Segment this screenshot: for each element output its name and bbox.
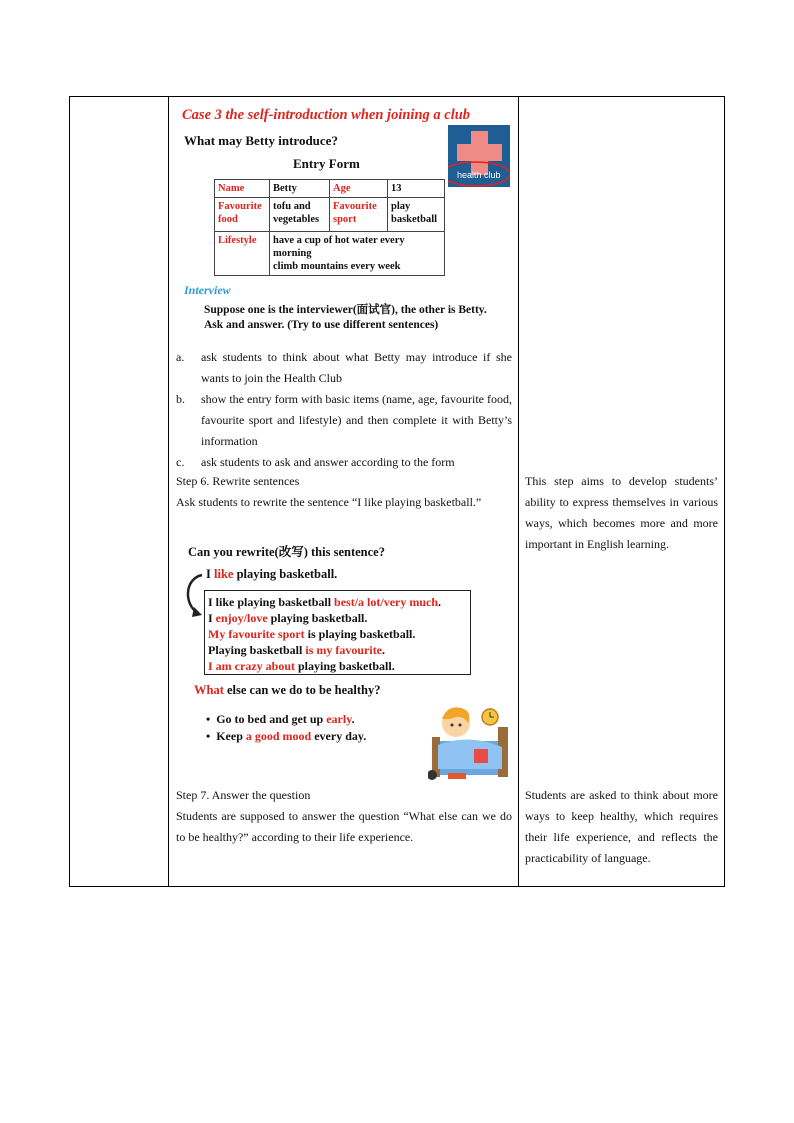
logo-text: health club bbox=[457, 170, 501, 180]
procedure-column bbox=[176, 97, 512, 886]
original-sentence: I like playing basketball. bbox=[206, 567, 338, 581]
column-divider-1 bbox=[168, 97, 169, 886]
lifestyle-label: Lifestyle bbox=[215, 232, 270, 276]
step6-text: Ask students to rewrite the sentence “I like playing basketball.” bbox=[176, 495, 482, 509]
rewrite-question: Can you rewrite(改写) this sentence? bbox=[188, 545, 385, 559]
case-question: What may Betty introduce? bbox=[184, 133, 338, 148]
rewrite-box bbox=[204, 590, 471, 675]
interview-instructions bbox=[204, 303, 514, 333]
healthy-question: What else can we do to be healthy? bbox=[194, 683, 381, 697]
lifestyle-line-2: climb mountains every week bbox=[273, 261, 401, 272]
health-cross-icon bbox=[448, 125, 510, 187]
step6-section bbox=[176, 471, 512, 513]
rewrite-line: Playing basketball is my favourite. bbox=[208, 643, 386, 657]
step7-section bbox=[176, 785, 512, 848]
lifestyle-line-1: have a cup of hot water every morning bbox=[273, 235, 405, 259]
age-label: Age bbox=[330, 180, 388, 198]
list-item: c. ask students to ask and answer according to the form bbox=[176, 455, 455, 469]
column-divider-2 bbox=[518, 97, 519, 886]
interview-label: Interview bbox=[184, 283, 231, 297]
name-value: Betty bbox=[270, 180, 330, 198]
step6-aim: This step aims to develop students’ ability to express themselves in various ways, which becomes more and more important in English learning. bbox=[525, 474, 718, 551]
step7-text: Students are supposed to answer the question “What else can we do to be healthy?” according to their life experience. bbox=[176, 809, 512, 844]
sleeping-child-illustration bbox=[428, 697, 510, 783]
activity-steps-list bbox=[176, 347, 512, 473]
interview-line-2: Ask and answer. (Try to use different sentences) bbox=[204, 319, 439, 331]
age-value: 13 bbox=[388, 180, 445, 198]
entry-form-title: Entry Form bbox=[293, 156, 360, 171]
food-label: Favourite food bbox=[215, 198, 270, 232]
step6-heading: Step 6. Rewrite sentences bbox=[176, 474, 300, 488]
list-item: • Keep a good mood every day. bbox=[206, 729, 367, 743]
entry-form-table bbox=[214, 179, 445, 276]
sport-value: play basketball bbox=[388, 198, 445, 232]
healthy-tips-list bbox=[206, 711, 366, 745]
rewrite-line: I enjoy/love playing basketball. bbox=[208, 611, 368, 625]
case-title: Case 3 the self-introduction when joining a club bbox=[182, 107, 471, 123]
rewrite-line: My favourite sport is playing basketball. bbox=[208, 627, 416, 641]
list-item: b. show the entry form with basic items (name, age, favourite food, favourite sport and lifestyle) and then complete it with Betty’s information bbox=[176, 392, 512, 448]
lifestyle-value bbox=[270, 232, 445, 276]
name-label: Name bbox=[215, 180, 270, 198]
interview-line-1: Suppose one is the interviewer(面试官), the other is Betty. bbox=[204, 304, 487, 316]
step7-heading: Step 7. Answer the question bbox=[176, 788, 311, 802]
list-item: a. ask students to think about what Betty may introduce if she wants to join the Health Club bbox=[176, 350, 512, 385]
food-value: tofu and vegetables bbox=[270, 198, 330, 232]
rewrite-line: I am crazy about playing basketball. bbox=[208, 659, 395, 673]
rewrite-line: I like playing basketball best/a lot/very much. bbox=[208, 595, 442, 609]
lesson-table bbox=[69, 96, 725, 887]
step7-aim: Students are asked to think about more ways to keep healthy, which requires their life experience, and reflects the practicability of language. bbox=[525, 788, 718, 865]
sport-label: Favourite sport bbox=[330, 198, 388, 232]
health-club-logo bbox=[448, 125, 510, 187]
list-item: • Go to bed and get up early. bbox=[206, 712, 355, 726]
